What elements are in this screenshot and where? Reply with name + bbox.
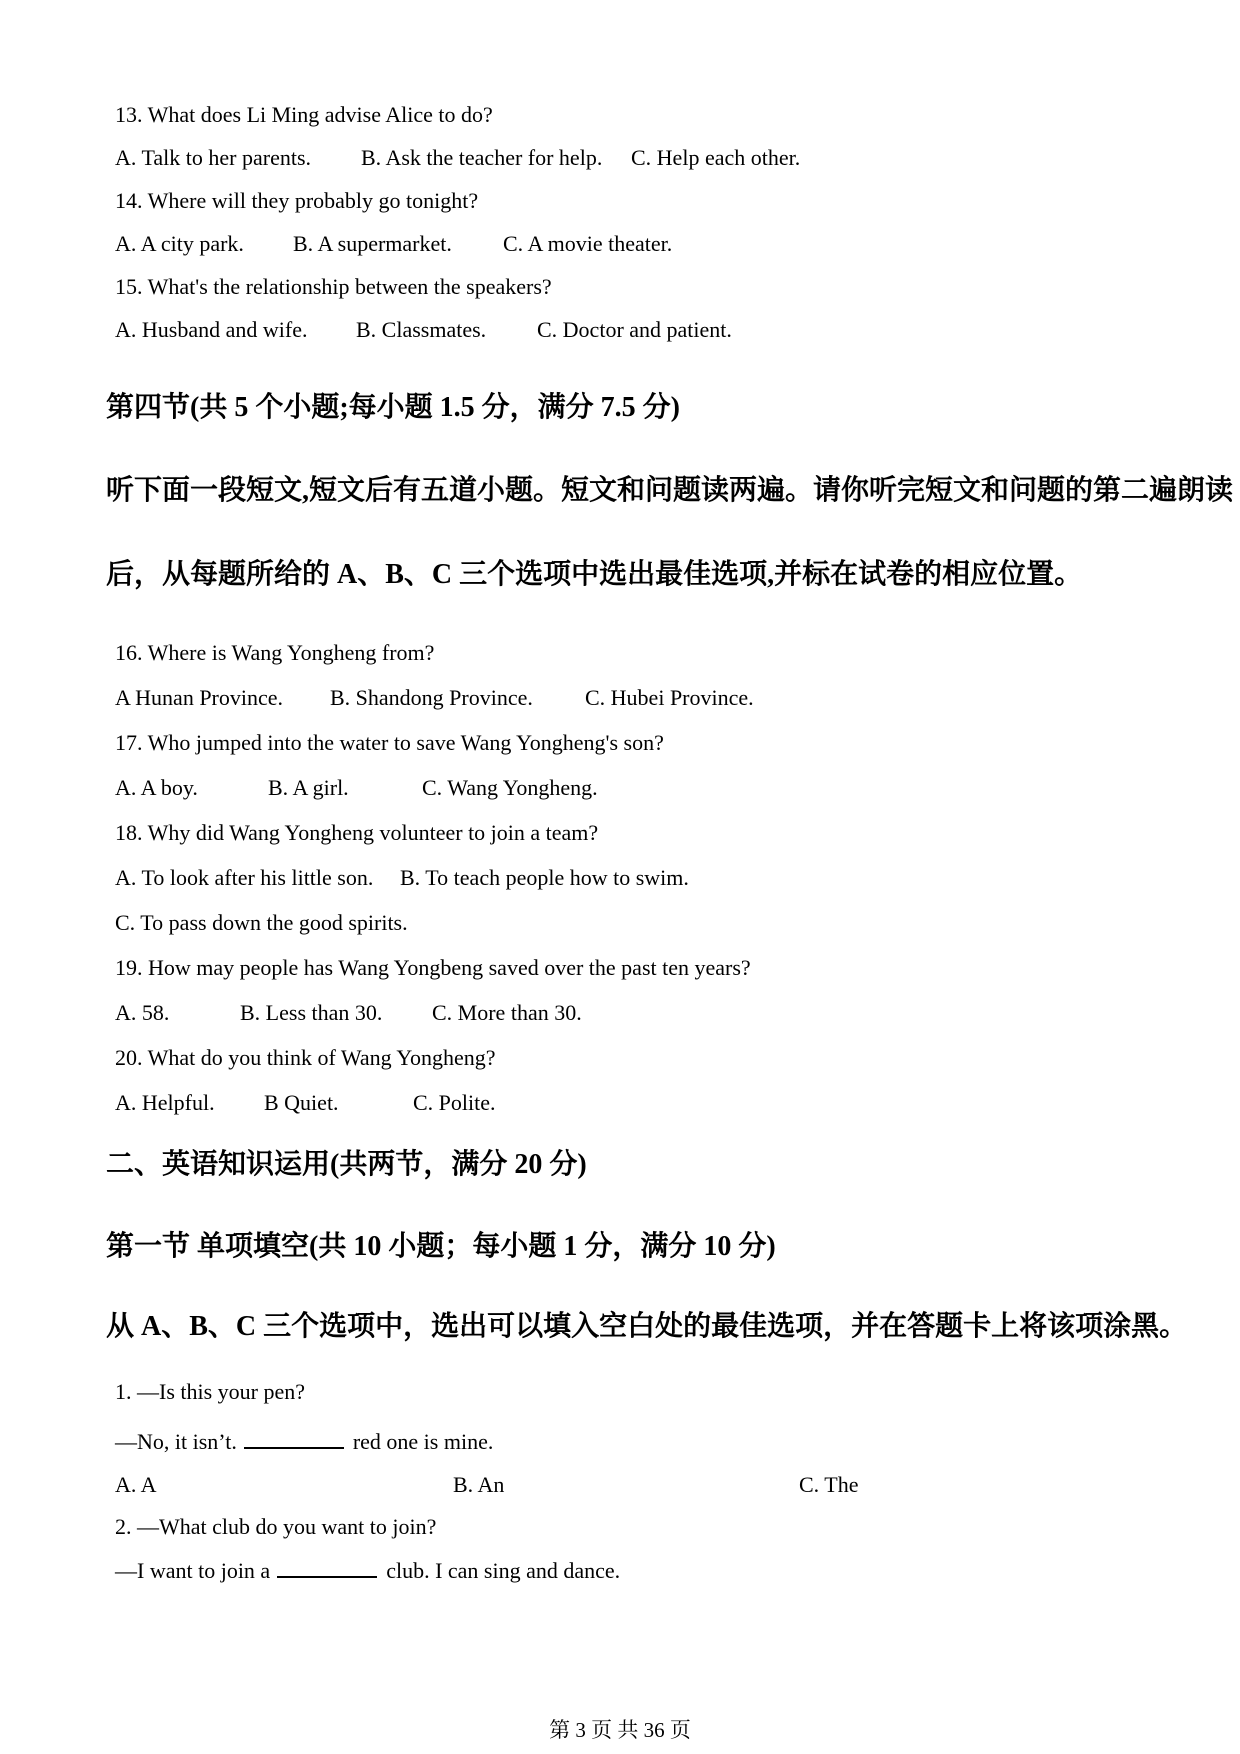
option-c: C. Doctor and patient.: [537, 317, 732, 342]
option-a: A. Talk to her parents.: [115, 145, 312, 170]
option-b: B. Shandong Province.: [330, 685, 533, 710]
option-a: A. A city park.: [115, 231, 244, 256]
option-c: C. Hubei Province.: [585, 685, 754, 710]
option-a: A. A: [115, 1472, 157, 1497]
question-16: 16. Where is Wang Yongheng from?: [115, 640, 435, 665]
option-c: C. Polite.: [413, 1090, 496, 1115]
answer-suffix: club. I can sing and dance.: [386, 1558, 621, 1583]
option-c: C. More than 30.: [432, 1000, 582, 1025]
part2-heading: 二、英语知识运用(共两节，满分 20 分): [106, 1149, 587, 1180]
question-19: 19. How may people has Wang Yongbeng saved over the past ten years?: [115, 955, 751, 980]
section4-instruction-line1: 听下面一段短文,短文后有五道小题。短文和问题读两遍。请你听完短文和问题的第二遍朗读: [106, 475, 1234, 506]
question-14: 14. Where will they probably go tonight?: [115, 188, 479, 213]
question-17: 17. Who jumped into the water to save Wang Yongheng's son?: [115, 730, 664, 755]
option-a: A. Helpful.: [115, 1090, 215, 1115]
option-c: C. A movie theater.: [503, 231, 673, 256]
answer-prefix: —No, it isn’t.: [115, 1429, 237, 1454]
option-a: A. Husband and wife.: [115, 317, 308, 342]
question-20: 20. What do you think of Wang Yongheng?: [115, 1045, 496, 1070]
option-b: B. To teach people how to swim.: [400, 865, 689, 890]
fill-in-blank: [277, 1554, 377, 1578]
option-b: B. Less than 30.: [240, 1000, 383, 1025]
written-question-1: 1. —Is this your pen?: [115, 1379, 306, 1404]
answer-suffix: red one is mine.: [352, 1429, 494, 1454]
option-c: C. Wang Yongheng.: [422, 775, 598, 800]
option-b: B. An: [453, 1472, 505, 1497]
option-c: C. The: [799, 1472, 859, 1497]
option-b: B. A girl.: [268, 775, 349, 800]
question-18-option-c: C. To pass down the good spirits.: [115, 910, 408, 935]
part2-section1-heading: 第一节 单项填空(共 10 小题；每小题 1 分，满分 10 分): [106, 1231, 776, 1262]
option-b: B. Ask the teacher for help.: [361, 145, 603, 170]
section4-instruction-line2: 后，从每题所给的 A、B、C 三个选项中选出最佳选项,并标在试卷的相应位置。: [106, 559, 1083, 590]
section4-heading: 第四节(共 5 个小题;每小题 1.5 分，满分 7.5 分): [106, 392, 680, 423]
part2-instruction: 从 A、B、C 三个选项中，选出可以填入空白处的最佳选项，并在答题卡上将该项涂黑。: [106, 1311, 1188, 1342]
answer-prefix: —I want to join a: [115, 1558, 271, 1583]
option-c: C. Help each other.: [631, 145, 801, 170]
question-13: 13. What does Li Ming advise Alice to do?: [115, 102, 493, 127]
option-b: B Quiet.: [264, 1090, 339, 1115]
page-number-footer: 第 3 页 共 36 页: [549, 1718, 691, 1742]
option-a: A. To look after his little son.: [115, 865, 374, 890]
question-15: 15. What's the relationship between the speakers?: [115, 274, 552, 299]
option-b: B. Classmates.: [356, 317, 487, 342]
fill-in-blank: [244, 1425, 344, 1449]
option-a: A Hunan Province.: [115, 685, 284, 710]
option-a: A. A boy.: [115, 775, 198, 800]
option-a: A. 58.: [115, 1000, 170, 1025]
written-question-2-answer: [115, 1554, 620, 1587]
option-b: B. A supermarket.: [293, 231, 452, 256]
question-18: 18. Why did Wang Yongheng volunteer to join a team?: [115, 820, 599, 845]
written-question-1-answer: [115, 1425, 493, 1458]
written-question-2: 2. —What club do you want to join?: [115, 1514, 437, 1539]
